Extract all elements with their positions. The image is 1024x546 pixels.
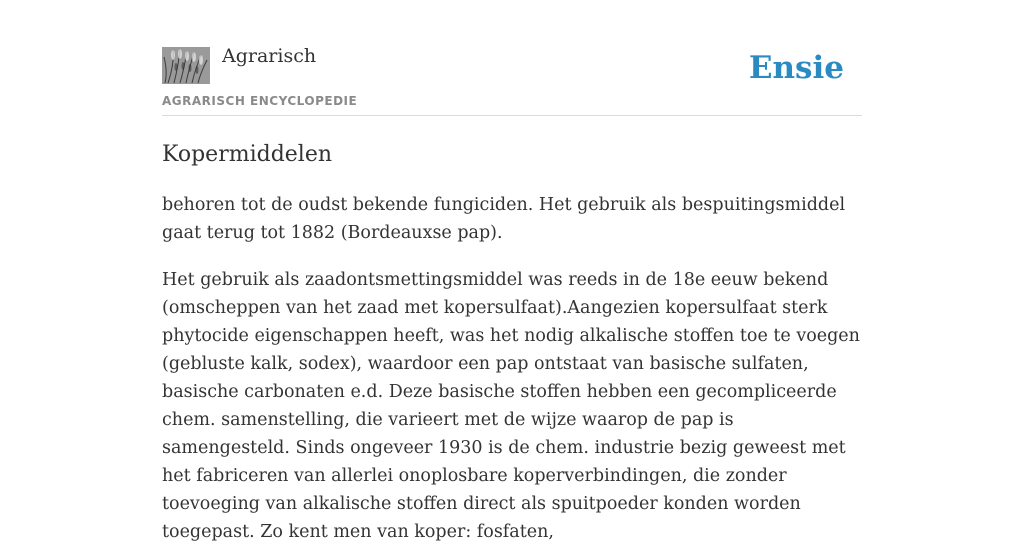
site-name[interactable]: Agrarisch	[222, 45, 317, 67]
ensie-logo-link[interactable]: Ensie	[748, 50, 844, 86]
article-paragraph-1: behoren tot de oudst bekende fungiciden. Het gebruik als bespuitingsmiddel gaat terug tot 1882 (Bordeauxse pap).	[162, 195, 846, 243]
page	[162, 0, 862, 546]
site-subtitle[interactable]: AGRARISCH ENCYCLOPEDIE	[162, 94, 358, 108]
page-title: Kopermiddelen	[162, 142, 333, 167]
article-paragraph-2: Het gebruik als zaadontsmettingsmiddel was reeds in de 18e eeuw bekend (omscheppen van het zaad met kopersulfaat).Aangezien kopersulfaat sterk phytocide eigenschappen heeft, was het nodig alkalische stoffen toe te voegen (gebluste kalk, sodex), waardoor een pap ontstaat van basische sulfaten, basische carbonaten e.d. Deze basische stoffen hebben een gecompliceerde chem. samenstelling, die varieert met de wijze waarop de pap is samengesteld. Sinds ongeveer 1930 is de chem. industrie bezig geweest met het fabriceren van allerlei onoplosbare koperverbindingen, die zonder toevoeging van alkalische stoffen direct als spuitpoeder konden worden toegepast. Zo kent men van koper: fosfaten,	[162, 270, 860, 542]
wheat-engraving-icon[interactable]	[162, 47, 210, 84]
site-header	[162, 0, 862, 116]
